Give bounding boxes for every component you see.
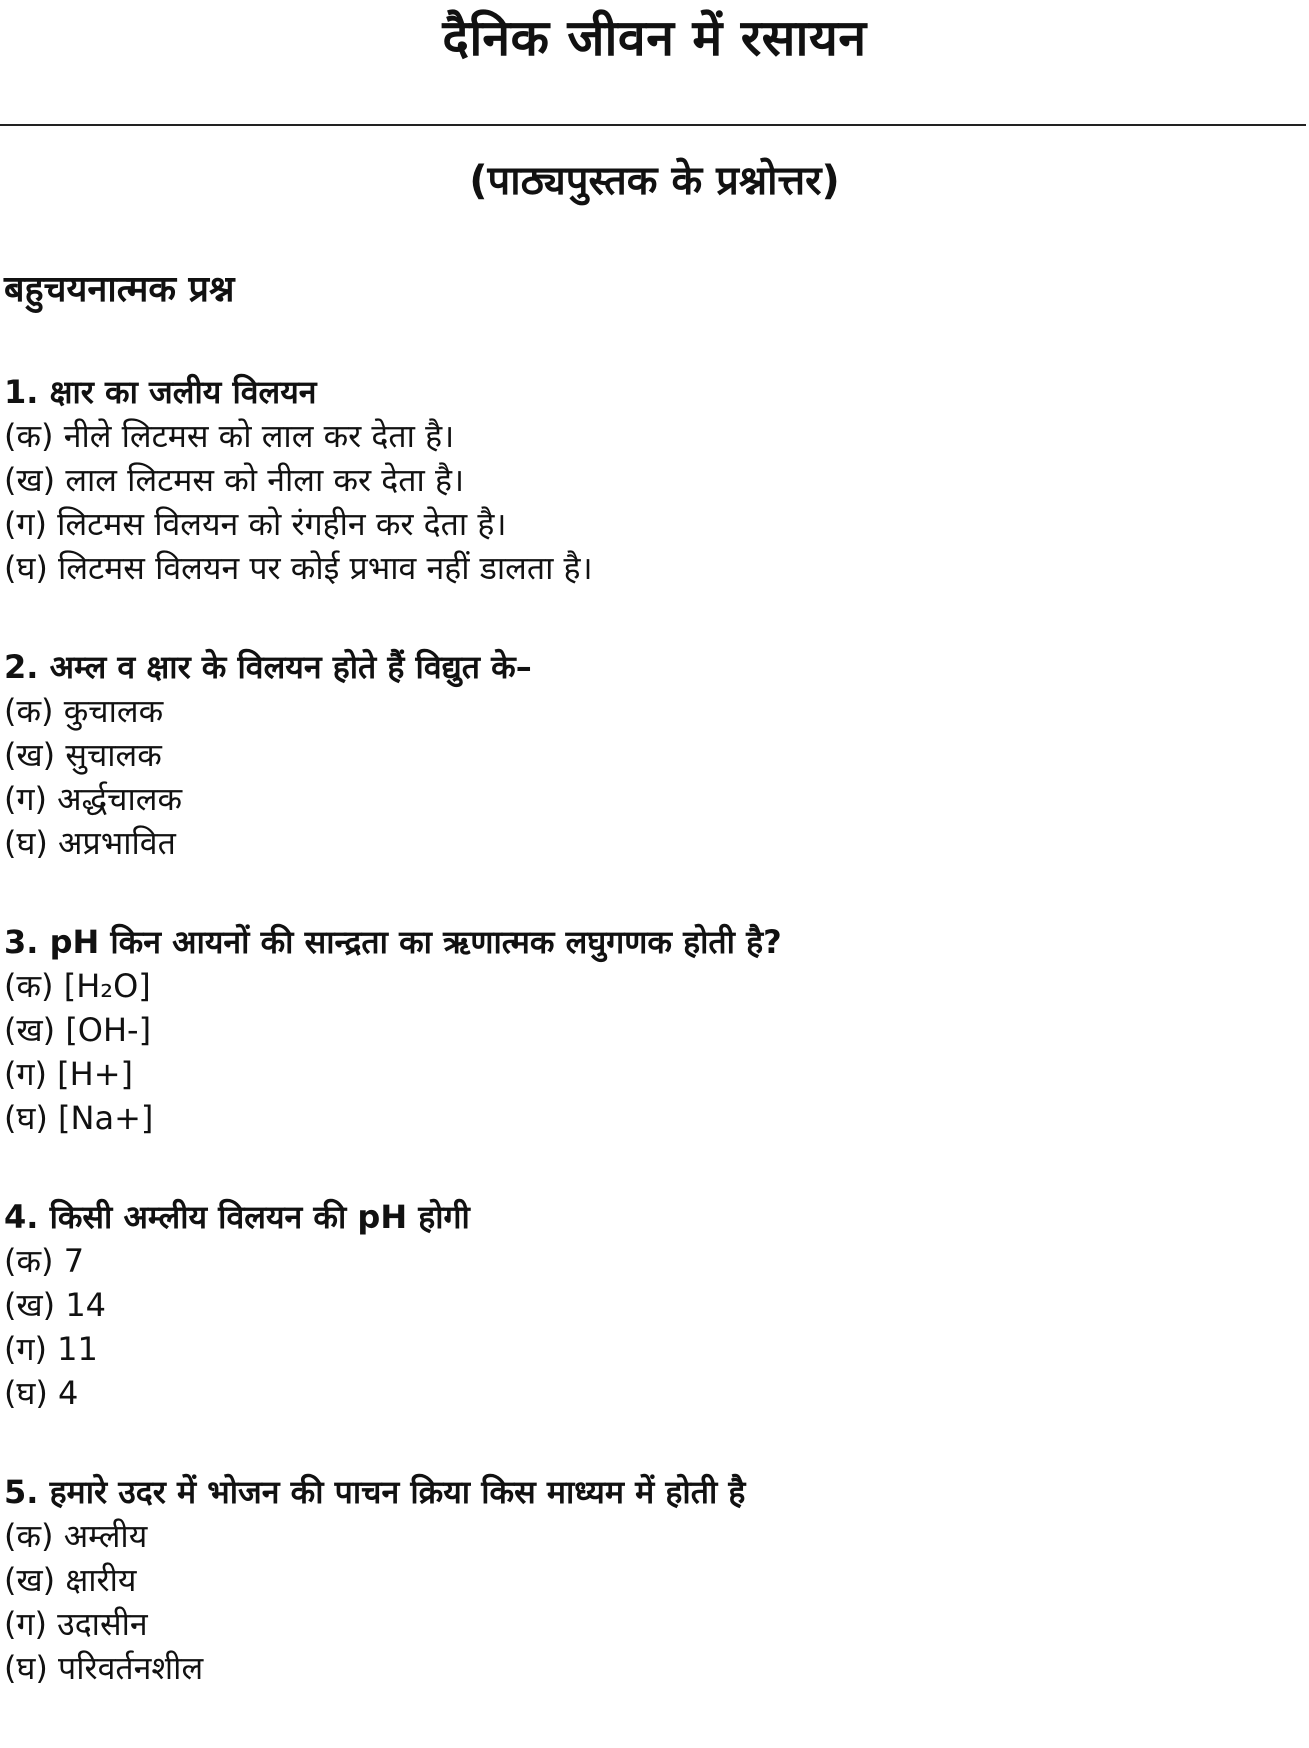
question-list: [4, 370, 1304, 1745]
option-c: (ग) अर्द्धचालक: [4, 780, 183, 818]
question-text: 3. pH किन आयनों की सान्द्रता का ऋणात्मक लघुगणक होती है?: [4, 923, 782, 961]
question-text: 2. अम्ल व क्षार के विलयन होते हैं विद्युत के–: [4, 648, 532, 686]
option-a: (क) कुचालक: [4, 692, 164, 730]
section-heading: बहुचयनात्मक प्रश्न: [4, 269, 235, 310]
option-c: (ग) 11: [4, 1330, 98, 1368]
page-title: दैनिक जीवन में रसायन: [442, 9, 867, 67]
option-b: (ख) क्षारीय: [4, 1561, 137, 1599]
option-b: (ख) [OH-]: [4, 1011, 152, 1049]
option-d: (घ) अप्रभावित: [4, 824, 176, 862]
question-1: [4, 370, 1304, 590]
question-5: [4, 1470, 1304, 1690]
option-b: (ख) लाल लिटमस को नीला कर देता है।: [4, 461, 465, 499]
option-a: (क) [H₂O]: [4, 967, 151, 1005]
option-c: (ग) [H+]: [4, 1055, 134, 1093]
question-text: 4. किसी अम्लीय विलयन की pH होगी: [4, 1198, 470, 1236]
question-3: [4, 920, 1304, 1140]
option-b: (ख) सुचालक: [4, 736, 162, 774]
option-d: (घ) 4: [4, 1374, 79, 1412]
title-divider: [0, 124, 1306, 126]
option-a: (क) नीले लिटमस को लाल कर देता है।: [4, 417, 455, 455]
option-d: (घ) परिवर्तनशील: [4, 1649, 204, 1687]
option-b: (ख) 14: [4, 1286, 107, 1324]
page-subtitle: (पाठ्यपुस्तक के प्रश्नोत्तर): [469, 158, 840, 204]
question-4: [4, 1195, 1304, 1415]
option-c: (ग) लिटमस विलयन को रंगहीन कर देता है।: [4, 505, 507, 543]
option-d: (घ) [Na+]: [4, 1099, 154, 1137]
option-a: (क) 7: [4, 1242, 85, 1280]
question-2: [4, 645, 1304, 865]
question-text: 1. क्षार का जलीय विलयन: [4, 373, 317, 411]
option-a: (क) अम्लीय: [4, 1517, 148, 1555]
option-d: (घ) लिटमस विलयन पर कोई प्रभाव नहीं डालता है।: [4, 549, 593, 587]
question-text: 5. हमारे उदर में भोजन की पाचन क्रिया किस माध्यम में होती है: [4, 1473, 746, 1511]
option-c: (ग) उदासीन: [4, 1605, 148, 1643]
